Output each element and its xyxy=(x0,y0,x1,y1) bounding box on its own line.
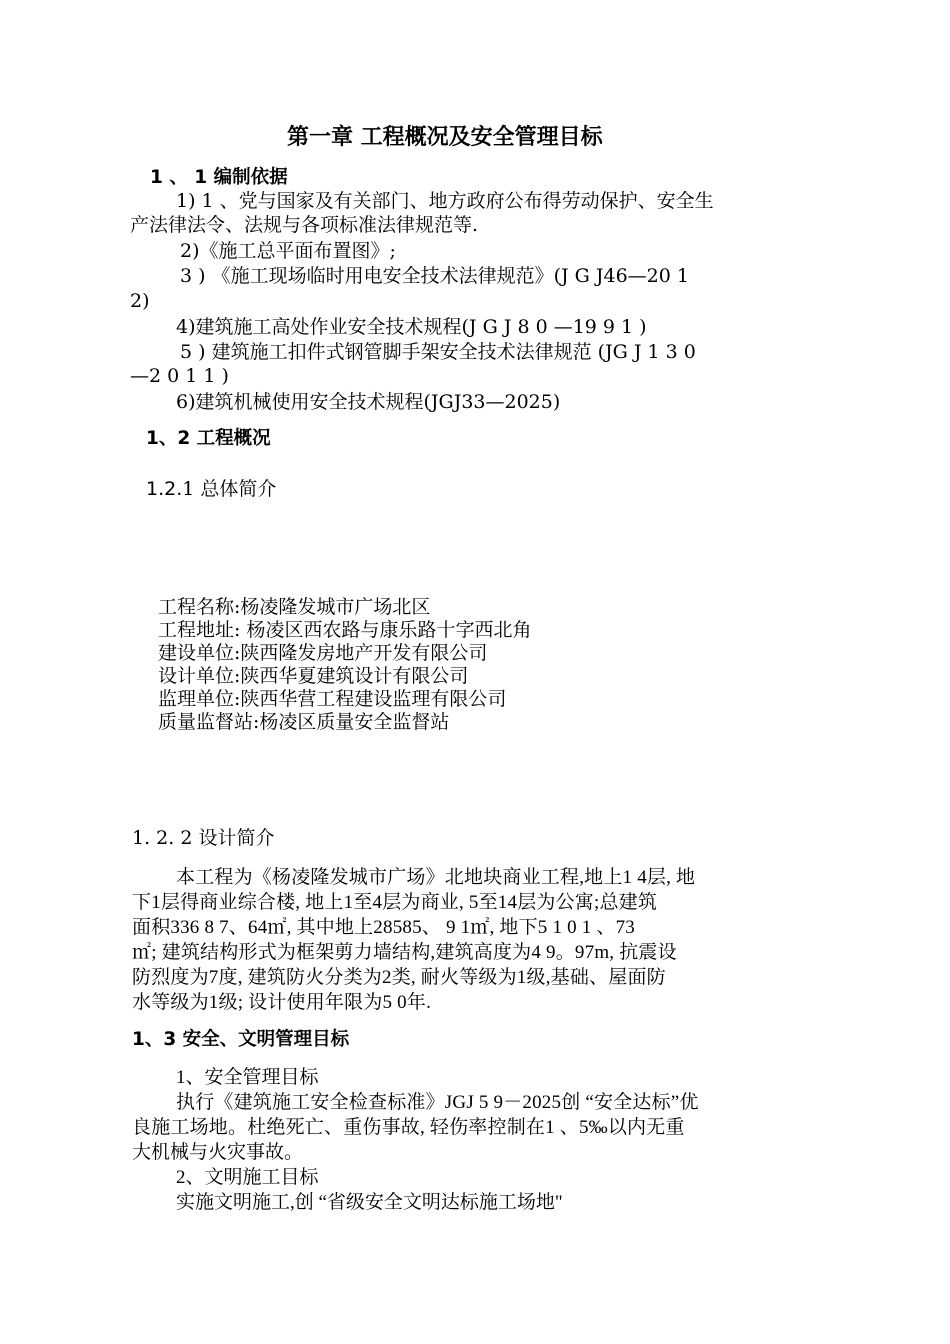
basis-line-7: 5 ) 建筑施工扣件式钢管脚手架安全技术法律规范 (JG J 1 3 0 xyxy=(180,341,696,363)
project-name: 工程名称:杨凌隆发城市广场北区 xyxy=(158,596,431,618)
goal-line-6: 实施文明施工,创 “省级安全文明达标施工场地" xyxy=(176,1192,563,1213)
section-heading-1-2: 1、2 工程概况 xyxy=(146,428,271,449)
subsection-text: 1 总体简介 xyxy=(182,478,277,500)
design-unit: 设计单位:陕西华夏建筑设计有限公司 xyxy=(158,665,469,687)
basis-line-9: 6)建筑机械使用安全技术规程(JGJ33—2025) xyxy=(176,391,561,413)
goal-line-5: 2、文明施工目标 xyxy=(176,1167,319,1188)
design-line-6: 水等级为1级; 设计使用年限为5 0年. xyxy=(132,992,432,1013)
goal-line-3: 良施工场地。杜绝死亡、重伤事故, 轻伤率控制在1 、5‰以内无重 xyxy=(132,1117,685,1138)
section-heading-1-1: 1 、 1 编制依据 xyxy=(150,167,288,188)
basis-line-1: 1) 1 、党与国家及有关部门、地方政府公布得劳动保护、安全生 xyxy=(176,190,714,212)
basis-line-5: 2) xyxy=(130,290,150,312)
design-line-1: 本工程为《杨凌隆发城市广场》北地块商业工程,地上1 4层, 地 xyxy=(176,867,696,888)
design-line-3: 面积336 8 7、64㎡, 其中地上28585、 9 1㎡, 地下5 1 0 1 、73 xyxy=(132,917,636,938)
quality-station: 质量监督站:杨凌区质量安全监督站 xyxy=(158,711,450,733)
design-line-5: 防烈度为7度, 建筑防火分类为2类, 耐火等级为1级,基础、屋面防 xyxy=(132,967,666,988)
basis-line-8: —2 0 1 1 ) xyxy=(130,365,229,387)
goal-line-2: 执行《建筑施工安全检查标准》JGJ 5 9－2025创 “安全达标”优 xyxy=(176,1092,699,1113)
goal-line-1: 1、安全管理目标 xyxy=(176,1067,319,1088)
construction-unit: 建设单位:陕西隆发房地产开发有限公司 xyxy=(158,642,488,664)
supervision-unit: 监理单位:陕西华营工程建设监理有限公司 xyxy=(158,688,507,710)
basis-line-4: 3 ) 《施工现场临时用电安全技术法律规范》(J G J46—20 1 xyxy=(180,265,689,287)
chapter-title: 第一章 工程概况及安全管理目标 xyxy=(287,125,603,150)
design-line-4: ㎡; 建筑结构形式为框架剪力墙结构,建筑高度为4 9。97m, 抗震设 xyxy=(132,942,677,963)
basis-line-6: 4)建筑施工高处作业安全技术规程(J G J 8 0 —19 9 1 ) xyxy=(176,316,647,338)
goal-line-4: 大机械与火灾事故。 xyxy=(132,1142,304,1163)
basis-line-2: 产法律法令、法规与各项标准法律规范等. xyxy=(130,214,479,236)
subsection-heading-1-2-2: 1. 2. 2 设计简介 xyxy=(132,827,275,849)
subsection-number: 1.2. xyxy=(146,478,183,500)
project-address: 工程地址: 杨凌区西农路与康乐路十字西北角 xyxy=(158,619,532,641)
section-heading-1-3: 1、3 安全、文明管理目标 xyxy=(132,1029,350,1050)
subsection-heading-1-2-1 xyxy=(146,478,276,501)
basis-line-3: 2)《施工总平面布置图》; xyxy=(180,240,396,262)
design-line-2: 下1层得商业综合楼, 地上1至4层为商业, 5至14层为公寓;总建筑 xyxy=(132,892,658,913)
